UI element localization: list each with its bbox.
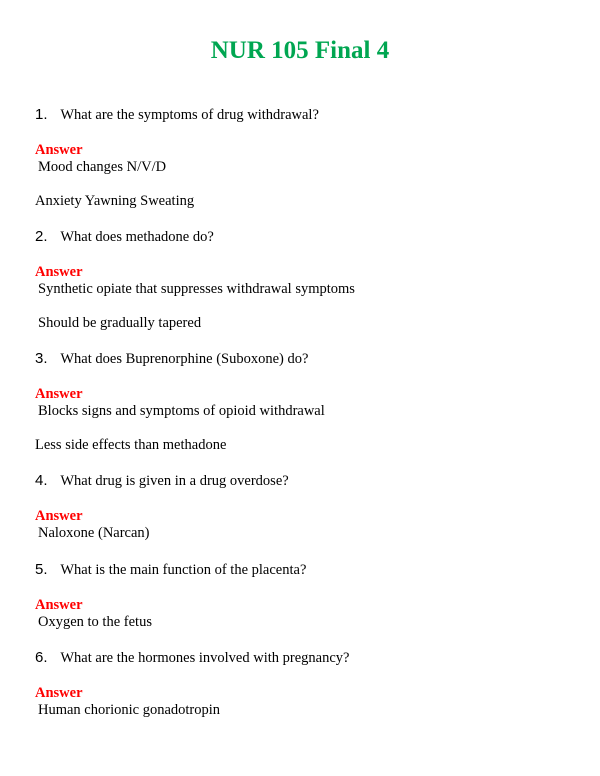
answer-text: Anxiety Yawning Sweating: [35, 193, 195, 209]
page-title: NUR 105 Final 4: [210, 37, 390, 64]
question-2: [35, 228, 575, 246]
question-4: [35, 472, 575, 490]
answer-text: Less side effects than methadone: [35, 437, 227, 453]
qa-item-5: [35, 561, 575, 631]
qa-item-6: [35, 649, 575, 719]
answer-label: Answer: [35, 264, 83, 280]
answer-label: Answer: [35, 386, 83, 402]
answer-text: Mood changes N/V/D: [38, 159, 167, 175]
answer-text: Human chorionic gonadotropin: [38, 702, 221, 718]
answer-label: Answer: [35, 685, 83, 701]
qa-item-4: [35, 472, 575, 542]
question-number: 6.: [35, 649, 48, 666]
question-number: 3.: [35, 350, 48, 367]
answer-text: Synthetic opiate that suppresses withdrawal symptoms: [38, 281, 355, 297]
question-text: What are the symptoms of drug withdrawal?: [60, 107, 319, 123]
answer-text: Blocks signs and symptoms of opioid withdrawal: [38, 403, 325, 419]
question-5: [35, 561, 575, 579]
qa-item-2: [35, 228, 575, 332]
question-6: [35, 649, 575, 667]
question-text: What is the main function of the placenta?: [60, 562, 307, 578]
qa-item-3: [35, 350, 575, 454]
answer-text: Oxygen to the fetus: [38, 614, 152, 630]
answer-label: Answer: [35, 597, 83, 613]
answer-label: Answer: [35, 142, 83, 158]
answer-text: Naloxone (Narcan): [38, 525, 150, 541]
question-text: What does Buprenorphine (Suboxone) do?: [60, 351, 309, 367]
qa-item-1: [35, 106, 575, 210]
question-text: What are the hormones involved with pregnancy?: [60, 650, 350, 666]
question-text: What drug is given in a drug overdose?: [60, 473, 289, 489]
question-number: 2.: [35, 228, 48, 245]
question-3: [35, 350, 575, 368]
answer-text: Should be gradually tapered: [38, 315, 202, 331]
question-text: What does methadone do?: [60, 229, 214, 245]
question-1: [35, 106, 575, 124]
question-number: 1.: [35, 106, 48, 123]
question-number: 5.: [35, 561, 48, 578]
question-number: 4.: [35, 472, 48, 489]
answer-label: Answer: [35, 508, 83, 524]
